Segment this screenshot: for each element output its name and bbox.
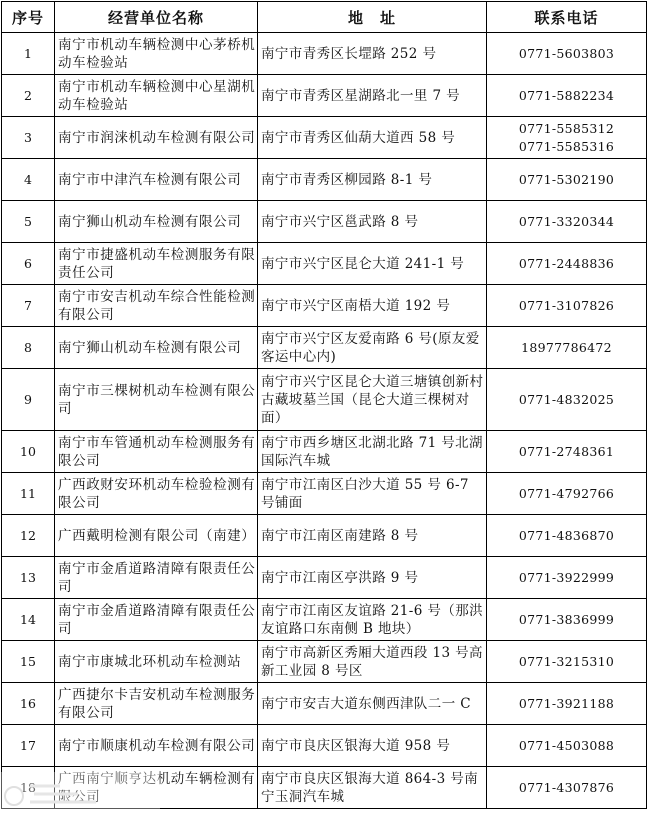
phone-number: 0771-2448836 <box>518 255 615 271</box>
row-phone <box>487 75 647 117</box>
phone-number: 0771-3107826 <box>518 297 615 313</box>
row-serial-number: 4 <box>2 159 55 201</box>
row-serial-number: 11 <box>2 473 55 515</box>
row-phone <box>487 683 647 725</box>
row-company-name: 南宁市康城北环机动车检测站 <box>55 641 258 683</box>
row-serial-number: 1 <box>2 33 55 75</box>
phone-number: 0771-4503088 <box>518 737 615 753</box>
row-address: 南宁市兴宁区昆仑大道 241-1 号 <box>258 243 487 285</box>
phone-number: 0771-2748361 <box>518 443 615 459</box>
row-company-name: 南宁市顺康机动车检测有限公司 <box>55 725 258 767</box>
row-serial-number: 6 <box>2 243 55 285</box>
phone-number: 0771-3836999 <box>518 611 615 627</box>
row-address: 南宁市江南区亭洪路 9 号 <box>258 557 487 599</box>
table-row <box>2 201 647 243</box>
table-header <box>2 2 647 33</box>
header-row <box>2 2 647 33</box>
row-company-name: 广西戴明检测有限公司（南建） <box>55 515 258 557</box>
table-row <box>2 117 647 159</box>
row-serial-number: 9 <box>2 369 55 431</box>
row-serial-number: 8 <box>2 327 55 369</box>
row-address: 南宁市江南区白沙大道 55 号 6-7 号铺面 <box>258 473 487 515</box>
row-serial-number: 16 <box>2 683 55 725</box>
table-row <box>2 725 647 767</box>
row-company-name: 南宁市金盾道路清障有限责任公司 <box>55 557 258 599</box>
row-serial-number: 13 <box>2 557 55 599</box>
table-row <box>2 599 647 641</box>
table-row <box>2 327 647 369</box>
phone-number: 0771-4836870 <box>518 527 615 543</box>
row-phone <box>487 117 647 159</box>
row-company-name: 南宁狮山机动车检测有限公司 <box>55 201 258 243</box>
phone-number: 0771-5882234 <box>518 87 615 103</box>
table-row <box>2 75 647 117</box>
phone-number: 0771-3215310 <box>518 653 615 669</box>
row-company-name: 广西南宁顺亨达机动车辆检测有限公司 <box>55 767 258 809</box>
row-address: 南宁市青秀区仙葫大道西 58 号 <box>258 117 487 159</box>
table-row <box>2 683 647 725</box>
row-serial-number: 17 <box>2 725 55 767</box>
row-serial-number: 18 <box>2 767 55 809</box>
table-body <box>2 33 647 809</box>
table-row <box>2 641 647 683</box>
table-row <box>2 369 647 431</box>
table-row <box>2 243 647 285</box>
row-company-name: 南宁市三棵树机动车检测有限公司 <box>55 369 258 431</box>
row-address: 南宁市西乡塘区北湖北路 71 号北湖国际汽车城 <box>258 431 487 473</box>
header-serial-number: 序号 <box>2 2 55 33</box>
row-phone <box>487 201 647 243</box>
row-phone <box>487 515 647 557</box>
row-phone <box>487 327 647 369</box>
row-serial-number: 7 <box>2 285 55 327</box>
row-phone <box>487 369 647 431</box>
row-serial-number: 5 <box>2 201 55 243</box>
row-company-name: 广西政财安环机动车检验检测有限公司 <box>55 473 258 515</box>
row-company-name: 南宁狮山机动车检测有限公司 <box>55 327 258 369</box>
table-row <box>2 767 647 809</box>
header-address: 地 址 <box>258 2 487 33</box>
row-serial-number: 14 <box>2 599 55 641</box>
phone-number: 0771-5585316 <box>518 138 615 154</box>
phone-number: 0771-3921188 <box>518 695 615 711</box>
row-company-name: 南宁市润涞机动车检测有限公司 <box>55 117 258 159</box>
row-address: 南宁市良庆区银海大道 864-3 号南宁玉洞汽车城 <box>258 767 487 809</box>
header-company-name: 经营单位名称 <box>55 2 258 33</box>
phone-number: 0771-5302190 <box>518 171 615 187</box>
table-row <box>2 159 647 201</box>
row-address: 南宁市高新区秀厢大道西段 13 号高新工业园 8 号区 <box>258 641 487 683</box>
row-company-name: 南宁市车管通机动车检测服务有限公司 <box>55 431 258 473</box>
phone-number: 0771-4792766 <box>518 485 615 501</box>
row-phone <box>487 641 647 683</box>
phone-number: 0771-3922999 <box>518 569 615 585</box>
row-phone <box>487 159 647 201</box>
table-row <box>2 557 647 599</box>
row-address: 南宁市青秀区星湖路北一里 7 号 <box>258 75 487 117</box>
row-phone <box>487 285 647 327</box>
row-serial-number: 2 <box>2 75 55 117</box>
table-row <box>2 431 647 473</box>
row-serial-number: 12 <box>2 515 55 557</box>
row-company-name: 南宁市捷盛机动车检测服务有限责任公司 <box>55 243 258 285</box>
row-phone <box>487 599 647 641</box>
table-row <box>2 285 647 327</box>
table-row <box>2 515 647 557</box>
row-address: 南宁市青秀区长堽路 252 号 <box>258 33 487 75</box>
row-address: 南宁市兴宁区友爱南路 6 号(原友爱客运中心内) <box>258 327 487 369</box>
row-address: 南宁市江南区南建路 8 号 <box>258 515 487 557</box>
row-company-name: 广西捷尔卡吉安机动车检测服务有限公司 <box>55 683 258 725</box>
row-company-name: 南宁市中津汽车检测有限公司 <box>55 159 258 201</box>
table-row <box>2 473 647 515</box>
row-address: 南宁市兴宁区邕武路 8 号 <box>258 201 487 243</box>
phone-number: 0771-4832025 <box>518 391 615 407</box>
row-company-name: 南宁市安吉机动车综合性能检测有限公司 <box>55 285 258 327</box>
phone-number: 0771-5603803 <box>518 45 615 61</box>
header-phone: 联系电话 <box>487 2 647 33</box>
row-address: 南宁市兴宁区昆仑大道三塘镇创新村古藏坡墓兰国（昆仑大道三棵树对面） <box>258 369 487 431</box>
row-phone <box>487 431 647 473</box>
row-phone <box>487 33 647 75</box>
row-serial-number: 15 <box>2 641 55 683</box>
row-phone <box>487 473 647 515</box>
row-address: 南宁市良庆区银海大道 958 号 <box>258 725 487 767</box>
row-phone <box>487 557 647 599</box>
row-company-name: 南宁市机动车辆检测中心茅桥机动车检验站 <box>55 33 258 75</box>
phone-number: 0771-5585312 <box>518 120 615 136</box>
inspection-station-table <box>1 1 647 809</box>
table-row <box>2 33 647 75</box>
row-address: 南宁市江南区友谊路 21-6 号（那洪友谊路口东南侧 B 地块） <box>258 599 487 641</box>
row-company-name: 南宁市金盾道路清障有限责任公司 <box>55 599 258 641</box>
row-company-name: 南宁市机动车辆检测中心星湖机动车检验站 <box>55 75 258 117</box>
row-serial-number: 3 <box>2 117 55 159</box>
row-phone <box>487 725 647 767</box>
row-address: 南宁市青秀区柳园路 8-1 号 <box>258 159 487 201</box>
row-phone <box>487 243 647 285</box>
row-address: 南宁市安吉大道东侧西津队二一 C <box>258 683 487 725</box>
row-serial-number: 10 <box>2 431 55 473</box>
row-phone <box>487 767 647 809</box>
row-address: 南宁市兴宁区南梧大道 192 号 <box>258 285 487 327</box>
phone-number: 0771-4307876 <box>518 779 615 795</box>
phone-number: 18977786472 <box>521 339 612 355</box>
phone-number: 0771-3320344 <box>518 213 615 229</box>
